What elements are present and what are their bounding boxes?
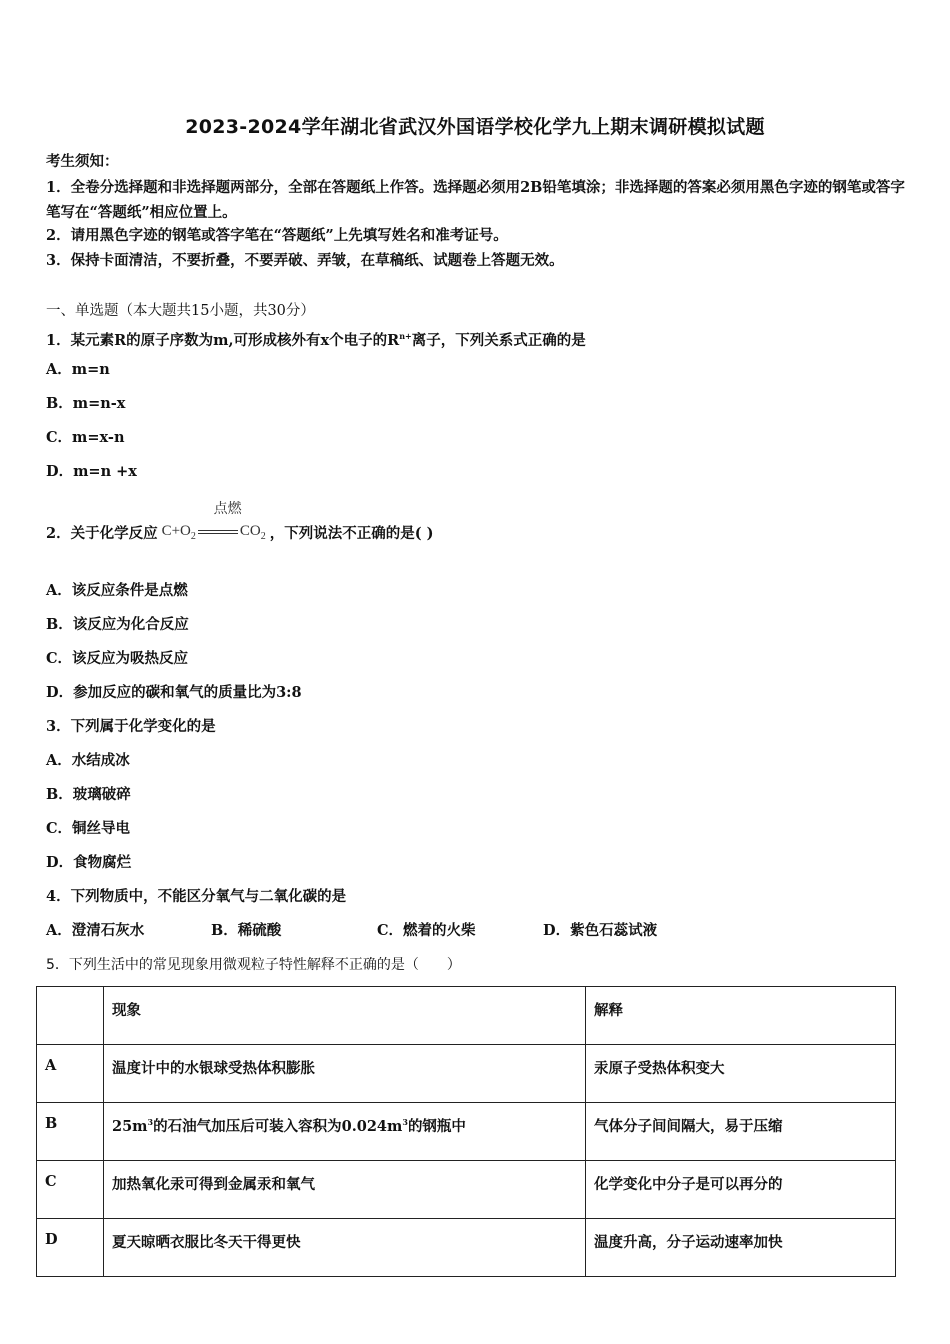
q3-option-c: C．铜丝导电 [46, 820, 131, 837]
table-row [37, 1045, 896, 1103]
page-title: 2023-2024学年湖北省武汉外国语学校化学九上期末调研模拟试题 [185, 116, 765, 138]
q3-option-b: B．玻璃破碎 [46, 786, 131, 803]
row-phenomenon: $25m^3$的石油气加压后可装入容积为$0.024m^3$的钢瓶中 [104, 1103, 586, 1161]
q3-option-d: D．食物腐烂 [46, 854, 132, 871]
q2-option-a: A．该反应条件是点燃 [46, 582, 188, 599]
q4-option-b: B．稀硫酸 [211, 922, 282, 939]
notice-item-2: 2．请用黑色字迹的钢笔或答字笔在“答题纸”上先填写姓名和准考证号。 [46, 227, 508, 244]
q3-option-a: A．水结成冰 [46, 752, 130, 769]
table-row [37, 1161, 896, 1219]
notice-item-3: 3．保持卡面清洁，不要折叠，不要弄破、弄皱，在草稿纸、试题卷上答题无效。 [46, 252, 564, 269]
q4-option-a: A．澄清石灰水 [46, 922, 145, 939]
header-cell [37, 987, 104, 1045]
q2-option-c: C．该反应为吸热反应 [46, 650, 189, 667]
q1-option-b: B．m=n-x [46, 395, 126, 412]
table-header-row [37, 987, 896, 1045]
table-row [37, 1103, 896, 1161]
q1-stem: 1．某元素R的原子序数为m,可形成核外有x个电子的$R^{n+}$离子，下列关系式正确的是 [46, 331, 586, 349]
row-phenomenon: 加热氧化汞可得到金属汞和氧气 [104, 1161, 586, 1219]
q4-option-c: C．燃着的火柴 [377, 922, 476, 939]
row-label: A [37, 1045, 104, 1103]
q4-option-d: D．紫色石蕊试液 [543, 922, 658, 939]
q1-option-c: C．m=x-n [46, 429, 125, 446]
section-heading: 一、单选题（本大题共15小题，共30分） [46, 303, 315, 319]
header-cell-phenomenon: 现象 [104, 987, 586, 1045]
row-label: D [37, 1219, 104, 1277]
row-phenomenon: 温度计中的水银球受热体积膨胀 [104, 1045, 586, 1103]
notice-item-1: 1．全卷分选择题和非选择题两部分，全部在答题纸上作答。选择题必须用2B铅笔填涂；非选择题的答案必须用黑色字迹的钢笔或答字笔写在“答题纸”相应位置上。 [46, 179, 905, 221]
table-row [37, 1219, 896, 1277]
q5-table [36, 986, 896, 1277]
row-explanation: 温度升高，分子运动速率加快 [586, 1219, 896, 1277]
q2-option-b: B．该反应为化合反应 [46, 616, 189, 633]
notice-heading: 考生须知： [46, 153, 119, 170]
q2-stem: 2．关于化学反应 $C+O_2$ 点燃 $CO_2$ ，下列说法不正确的是( ) [46, 520, 434, 548]
row-explanation: 化学变化中分子是可以再分的 [586, 1161, 896, 1219]
row-explanation: 汞原子受热体积变大 [586, 1045, 896, 1103]
reaction-equation: $C+O_2$ 点燃 $CO_2$ [161, 501, 266, 542]
q5-stem: 5．下列生活中的常见现象用微观粒子特性解释不正确的是（ ） [46, 957, 461, 973]
q3-stem: 3．下列属于化学变化的是 [46, 718, 216, 735]
q1-option-a: A．m=n [46, 361, 110, 378]
row-phenomenon: 夏天晾晒衣服比冬天干得更快 [104, 1219, 586, 1277]
q1-option-d: D．m=n +x [46, 463, 137, 480]
row-explanation: 气体分子间间隔大，易于压缩 [586, 1103, 896, 1161]
q2-option-d: D．参加反应的碳和氧气的质量比为3:8 [46, 684, 302, 701]
header-cell-explanation: 解释 [586, 987, 896, 1045]
row-label: B [37, 1103, 104, 1161]
q4-stem: 4．下列物质中，不能区分氧气与二氧化碳的是 [46, 888, 347, 905]
row-label: C [37, 1161, 104, 1219]
